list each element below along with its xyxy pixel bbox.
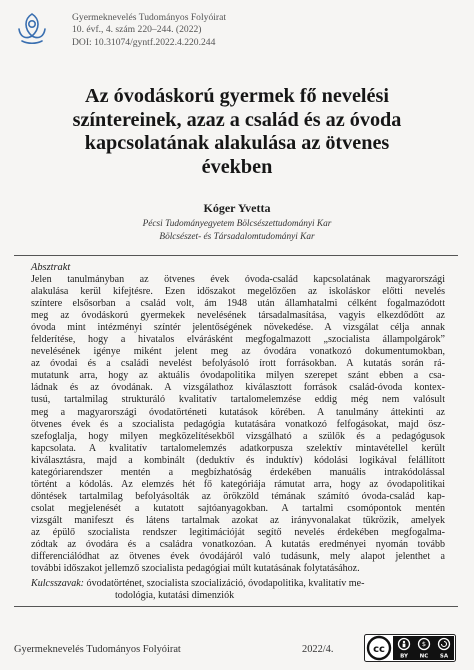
keywords-text: óvodatörténet, szocialista szocializáció, óvodapolitika, kvalitatív me- xyxy=(86,578,365,589)
title-line: években xyxy=(201,155,273,178)
svg-text:$: $ xyxy=(421,640,427,649)
abstract-line: alakulása kerül kifejtésre. Ezen időszakot megelőzően az iskoláskor előtti nevelés xyxy=(31,286,445,298)
abstract-line: kategóriarendszer mentén a megbízhatóság érdekében manuális intrakódolással xyxy=(31,466,445,478)
journal-logo-icon xyxy=(14,10,50,46)
footer-issue: 2022/4. xyxy=(302,644,334,655)
title-line: színtereinek, azaz a család és az óvoda xyxy=(72,108,402,131)
abstract-line: meg az óvodáskorú gyermekek nevelésének társadalmasítása, vagyis elkezdődött az xyxy=(31,310,445,322)
keywords-line xyxy=(31,578,445,590)
abstract-line: zódtak az óvodára és a családra vonatkozóan. A kutatás eredményei nyomán tovább xyxy=(31,539,445,551)
journal-info xyxy=(72,12,226,49)
divider-top xyxy=(14,255,458,256)
abstract-line: vizsgált manifeszt és látens tartalmak azokat az irányvonalakat tükrözik, amelyek xyxy=(31,514,445,526)
abstract-line: tusú, tartalmilag strukturáló kvalitatív tartalomelemzése eddig még nem valósult xyxy=(31,394,445,406)
title-line: kapcsolatának alakulása az ötvenes xyxy=(84,132,390,154)
affiliation-line: Bölcsészet- és Társadalomtudományi Kar xyxy=(159,231,315,242)
abstract-line: mutatunk arra, hogy az aktuális óvodapolitika milyen szerepet szánt ebben a csa- xyxy=(31,370,445,382)
abstract-line: ládnak és az óvodának. A vizsgálathoz kiválasztott források család-óvoda kontex- xyxy=(31,382,445,394)
abstract-line: színtere elsősorban a család volt, ám 1948 után államhatalmi célként fogalmazódott xyxy=(31,298,445,310)
keywords xyxy=(31,578,445,602)
abstract-body xyxy=(31,274,445,575)
title-line: Az óvodáskorú gyermek fő nevelési xyxy=(85,85,389,107)
abstract-line: kiválasztásra, majd a kombinált (deduktív és induktív) kódolási logikával felállított xyxy=(31,454,445,466)
abstract-label: Absztrakt xyxy=(31,262,71,273)
abstract-line: történt a kódolás. Az elemzés hét fő kategóriája rámutat arra, hogy az óvodapolitikai xyxy=(31,478,445,490)
abstract-line: nevelésének igénye miként jelent meg az óvodára vonatkozó dokumentumokban, xyxy=(31,346,445,358)
abstract-line: döntések tartalmilag befolyásolták az örökzöld témának számító óvoda-család kap- xyxy=(31,490,445,502)
abstract-line: az épülő szocialista rendszer legitimációját segítő nevelés érdekében megfogalma- xyxy=(31,526,445,538)
affiliation-line: Pécsi Tudományegyetem Bölcsészettudományi Kar xyxy=(142,219,332,229)
author-name: Kóger Yvetta xyxy=(203,201,271,215)
abstract-line: felderítése, hogy a hivatalos elvárásként megfogalmazott „szocialista állampolgárok” xyxy=(31,334,445,346)
footer-journal: Gyermeknevelés Tudományos Folyóirat xyxy=(14,644,181,655)
abstract-line: kapcsolata. A kvalitatív tartalomelemzés adatkorpusza szelektív mintavétellel került xyxy=(31,442,445,454)
cc-by-icon: BY xyxy=(400,653,408,660)
keywords-line: todológia, kutatási dimenziók xyxy=(115,590,235,602)
abstract-line: csolat megjelenését a kutatott sajtóanyagokban. A tartalmi csomópontok mentén xyxy=(31,502,445,514)
abstract-line: szefoglalja, hogy milyen megközelítésekből vizsgálható a szülők és a pedagógusok xyxy=(31,430,445,442)
author-affiliation xyxy=(0,218,474,243)
journal-header xyxy=(14,10,454,50)
cc-sa-icon: SA xyxy=(439,653,449,660)
abstract-line: Jelen tanulmányban az ötvenes évek óvoda-család kapcsolatának magyarországi xyxy=(31,274,445,285)
journal-name: Gyermeknevelés Tudományos Folyóirat xyxy=(72,12,227,23)
abstract-line: az óvodai és a családi nevelést befolyásoló írott forrásokban. A kutatás során rá- xyxy=(31,358,445,370)
journal-doi[interactable]: DOI: 10.31074/gyntf.2022.4.220.244 xyxy=(72,36,216,48)
cc-icon: cc xyxy=(373,644,385,655)
abstract-line: óvoda mint intézményi színtér jelentőségének növekedése. A vizsgálat célja annak xyxy=(31,322,445,334)
keywords-label: Kulcsszavak: xyxy=(31,578,85,589)
abstract-line: ötvenes évek és a szocialista pedagógia kutatására vonatkozó felfogásokat, majd ösz- xyxy=(31,418,445,430)
abstract-line: differenciálódhat az ötvenes évek óvodájáról való tudásunk, mely alapot jelenthet a xyxy=(31,551,445,563)
article-title xyxy=(40,85,434,179)
abstract-line: meg a magyarországi óvodatörténeti kutatások körében. A tanulmány áttekinti az xyxy=(31,406,445,418)
journal-issue: 10. évf., 4. szám 220–244. (2022) xyxy=(72,24,202,36)
divider-bottom xyxy=(14,606,458,607)
abstract-line: további időszakot jellemző szocialista pedagógiai múlt kutatásának folytatásához. xyxy=(31,563,360,575)
cc-license-badge[interactable] xyxy=(364,634,456,662)
cc-nc-icon: NC xyxy=(419,653,429,660)
